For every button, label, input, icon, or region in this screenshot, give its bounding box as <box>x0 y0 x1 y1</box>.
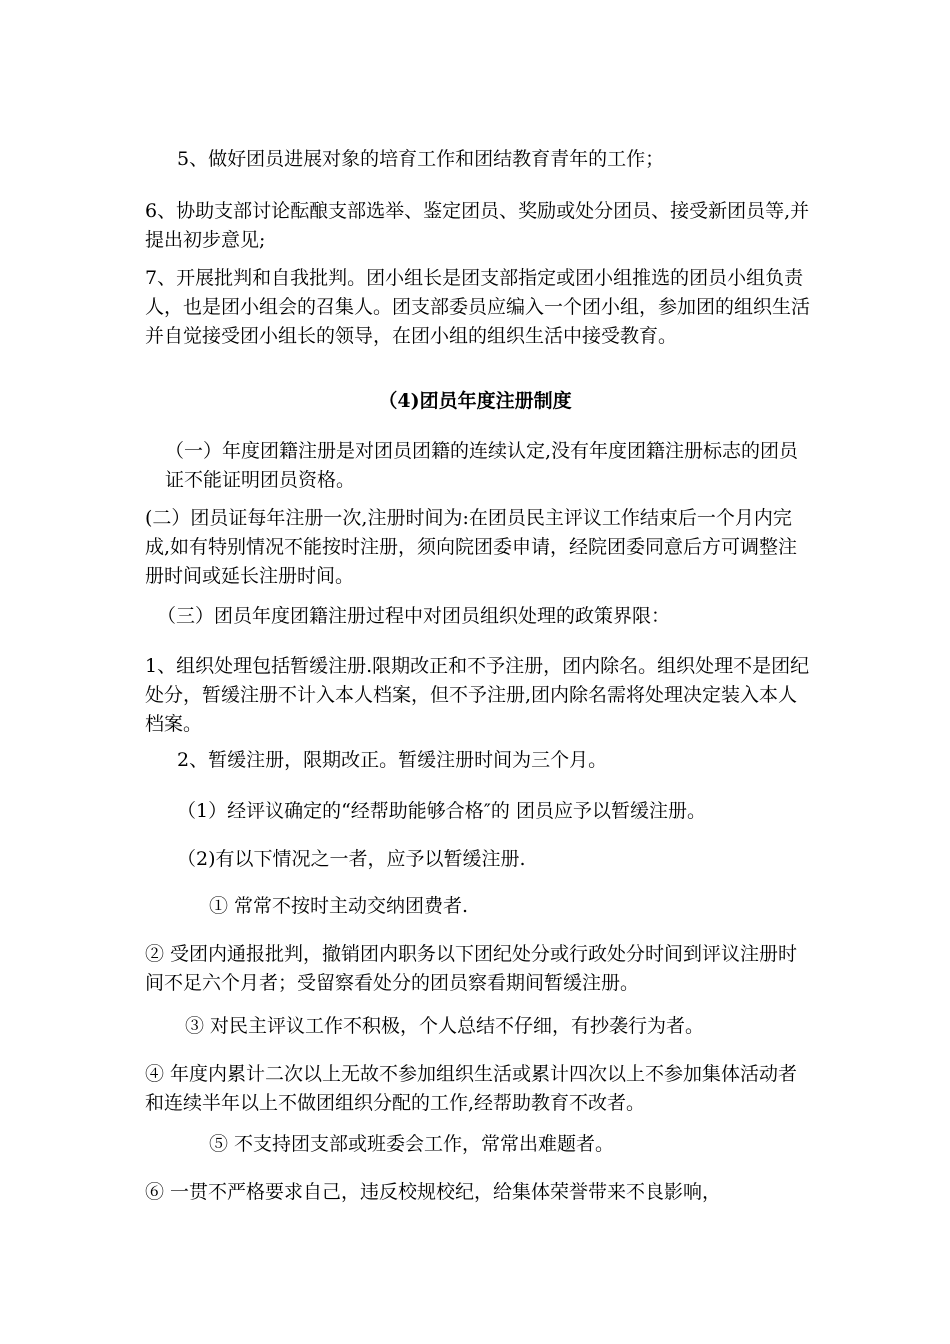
list-item-circled-5: ⑤ 不支持团支部或班委会工作，常常出难题者。 <box>209 1133 615 1155</box>
paragraph-clause-1: （一）年度团籍注册是对团员团籍的连续认定,没有年度团籍注册标志的团员证不能证明团员资格。 <box>165 440 799 491</box>
paragraph-rule-1: 1、组织处理包括暂缓注册.限期改正和不予注册，团内除名。组织处理不是团纪处分，暂缓注册不计入本人档案，但不予注册,团内除名需将处理决定装入本人档案。 <box>145 655 810 735</box>
paragraph-item-5: 5、做好团员进展对象的培育工作和团结教育青年的工作； <box>177 148 665 170</box>
paragraph-item-7: 7、开展批判和自我批判。团小组长是团支部指定或团小组推选的团员小组负责人，也是团小组会的召集人。团支部委员应编入一个团小组，参加团的组织生活并自觉接受团小组长的领导，在团小组的组织生活中接受教育。 <box>145 267 811 347</box>
paragraph-clause-2: (二）团员证每年注册一次,注册时间为:在团员民主评议工作结束后一个月内完成,如有特别情况不能按时注册，须向院团委申请，经院团委同意后方可调整注册时间或延长注册时间。 <box>145 507 798 587</box>
list-item-circled-1: ① 常常不按时主动交纳团费者. <box>209 895 469 917</box>
list-item-circled-3: ③ 对民主评议工作不积极，个人总结不仔细，有抄袭行为者。 <box>185 1015 705 1037</box>
section-heading: （4)团员年度注册制度 <box>378 390 572 412</box>
paragraph-sub-2: （2)有以下情况之一者，应予以暂缓注册. <box>177 848 526 870</box>
paragraph-item-6: 6、协助支部讨论酝酿支部选举、鉴定团员、奖励或处分团员、接受新团员等,并提出初步意见; <box>145 200 810 251</box>
list-item-circled-6: ⑥ 一贯不严格要求自己，违反校规校纪，给集体荣誉带来不良影响， <box>145 1181 722 1203</box>
list-item-circled-2: ② 受团内通报批判，撤销团内职务以下团纪处分或行政处分时间到评议注册时间不足六个月者；受留察看处分的团员察看期间暂缓注册。 <box>145 943 798 994</box>
paragraph-sub-1: （1）经评议确定的“经帮助能够合格″的 团员应予以暂缓注册。 <box>177 800 706 822</box>
paragraph-rule-2: 2、暂缓注册，限期改正。暂缓注册时间为三个月。 <box>177 749 608 771</box>
paragraph-clause-3: （三）团员年度团籍注册过程中对团员组织处理的政策界限： <box>157 605 671 627</box>
list-item-circled-4: ④ 年度内累计二次以上无故不参加组织生活或累计四次以上不参加集体活动者和连续半年以上不做团组织分配的工作,经帮助教育不改者。 <box>145 1063 798 1114</box>
